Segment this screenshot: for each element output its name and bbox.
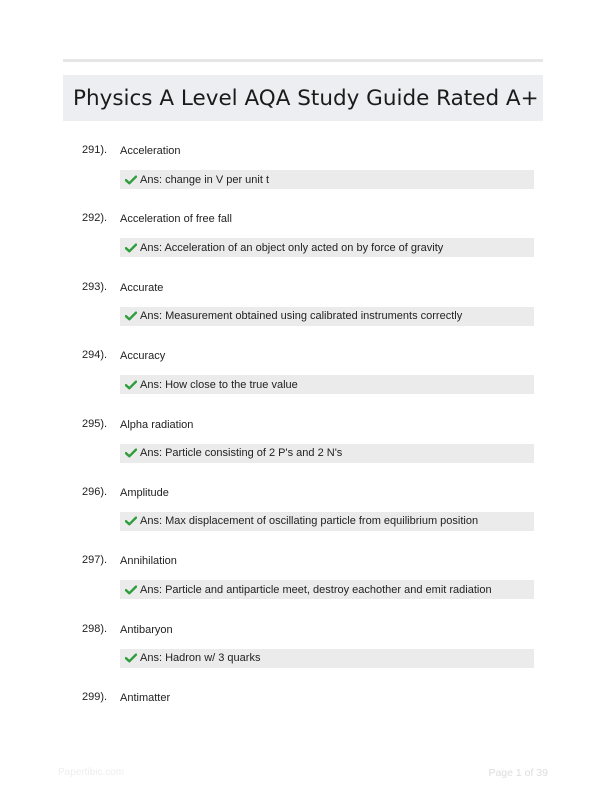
- list-item: [0, 554, 606, 622]
- list-item: [0, 623, 606, 691]
- question-number: 294).: [82, 349, 108, 362]
- list-item: [0, 144, 606, 212]
- answer-text: Ans: Measurement obtained using calibrated instruments correctly: [140, 310, 463, 323]
- answer-text: Ans: change in V per unit t: [140, 173, 270, 186]
- answer-box: [120, 444, 534, 463]
- question-number: 295).: [82, 417, 108, 430]
- page-title: Physics A Level AQA Study Guide Rated A+: [73, 85, 539, 111]
- answer-text: Ans: How close to the true value: [140, 378, 298, 391]
- question-number: 299).: [82, 691, 108, 704]
- answer-box: [120, 580, 534, 599]
- question-number: 298).: [82, 622, 108, 635]
- question-term: Antimatter: [120, 692, 171, 705]
- question-term: Acceleration of free fall: [120, 213, 232, 226]
- check-icon: [125, 585, 137, 595]
- answer-box: [120, 375, 534, 394]
- footer-watermark: Papertibic.com: [58, 767, 125, 778]
- answer-box: [120, 512, 534, 531]
- check-icon: [125, 175, 137, 185]
- check-icon: [125, 448, 137, 458]
- question-term: Accurate: [120, 281, 164, 294]
- question-number: 291).: [82, 144, 108, 156]
- answer-text: Ans: Acceleration of an object only acted on by force of gravity: [140, 241, 444, 254]
- list-item: [0, 486, 606, 554]
- check-icon: [125, 311, 137, 321]
- list-item: [0, 691, 606, 759]
- answer-box: [120, 307, 534, 326]
- check-icon: [125, 243, 137, 253]
- answer-text: Ans: Particle consisting of 2 P's and 2 N's: [140, 447, 343, 460]
- check-icon: [125, 380, 137, 390]
- question-term: Accuracy: [120, 350, 166, 363]
- question-number: 293).: [82, 280, 108, 293]
- question-term: Antibaryon: [120, 623, 173, 636]
- list-item: [0, 212, 606, 280]
- list-item: [0, 349, 606, 417]
- title-banner: [63, 75, 543, 121]
- check-icon: [125, 653, 137, 663]
- answer-text: Ans: Hadron w/ 3 quarks: [140, 652, 261, 665]
- question-number: 297).: [82, 554, 108, 567]
- answer-text: Ans: Max displacement of oscillating particle from equilibrium position: [140, 515, 479, 528]
- question-term: Alpha radiation: [120, 418, 194, 431]
- question-list: [0, 144, 606, 760]
- answer-box: [120, 649, 534, 668]
- question-number: 296).: [82, 485, 108, 498]
- question-term: Amplitude: [120, 486, 169, 499]
- list-item: [0, 281, 606, 349]
- answer-box: [120, 170, 534, 189]
- question-number: 292).: [82, 212, 108, 225]
- top-divider: [63, 59, 543, 62]
- question-term: Annihilation: [120, 555, 177, 568]
- check-icon: [125, 516, 137, 526]
- list-item: [0, 418, 606, 486]
- question-term: Acceleration: [120, 145, 181, 157]
- page-number: Page 1 of 39: [488, 767, 548, 779]
- answer-text: Ans: Particle and antiparticle meet, destroy eachother and emit radiation: [140, 583, 492, 596]
- answer-box: [120, 238, 534, 257]
